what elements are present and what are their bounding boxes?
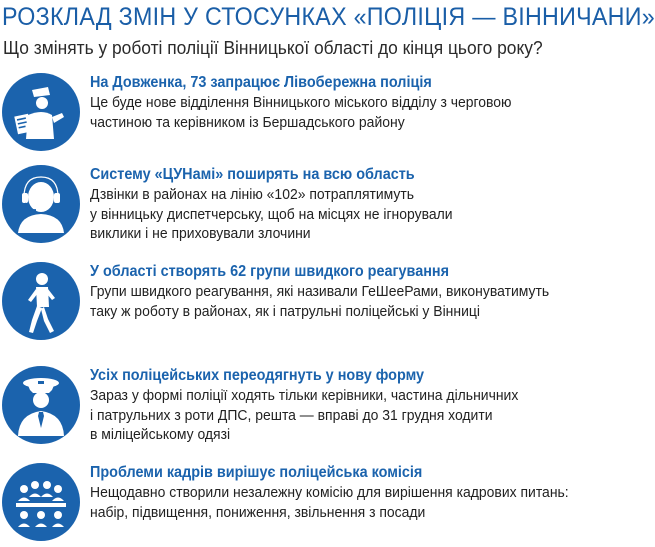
item-text-line: Зараз у формі поліції ходять тільки керівники, частина дільничних xyxy=(90,387,519,404)
list-item xyxy=(0,165,580,245)
commission-group-icon xyxy=(2,463,80,541)
officer-uniform-cap-icon xyxy=(2,366,80,444)
item-text-line: і патрульних з роти ДПС, решта — вправі до 31 грудня ходити xyxy=(90,406,493,424)
page-title: РОЗКЛАД ЗМІН У СТОСУНКАХ «ПОЛІЦІЯ — ВІННИЧАНИ» xyxy=(2,3,655,31)
item-description xyxy=(90,185,453,244)
item-text-line: Дзвінки в районах на лінію «102» потраплятимуть xyxy=(90,186,415,203)
item-text-line: таку ж роботу в районах, як і патрульні поліцейські у Вінниці xyxy=(90,302,480,320)
list-item xyxy=(0,73,580,153)
headset-operator-icon xyxy=(2,165,80,243)
item-text-line: у вінницьку диспетчерську, щоб на місцях не ігнорували xyxy=(90,205,453,223)
item-text-line: Групи швидкого реагування, які називали ГеШееРами, виконуватимуть xyxy=(90,283,550,300)
item-heading: Проблеми кадрів вирішує поліцейська комісія xyxy=(90,464,423,481)
item-text-line: набір, підвищення, пониження, звільнення з посади xyxy=(90,503,426,521)
item-text-line: Нещодавно створили незалежну комісію для вирішення кадрових питань: xyxy=(90,484,569,501)
item-description xyxy=(90,483,569,522)
item-heading: На Довженка, 73 запрацює Лівобережна поліція xyxy=(90,74,432,91)
item-heading: Систему «ЦУНамі» поширять на всю область xyxy=(90,166,415,183)
item-description xyxy=(90,282,549,321)
police-officer-with-document-icon xyxy=(2,73,80,151)
item-description xyxy=(90,386,518,445)
page-subtitle: Що змінять у роботі поліції Вінницької області до кінця цього року? xyxy=(3,37,543,58)
item-text-line: в міліцейському одязі xyxy=(90,426,231,443)
item-text-line: виклики і не приховували злочини xyxy=(90,225,311,242)
list-item xyxy=(0,463,580,543)
item-heading: Усіх поліцейських переодягнуть у нову форму xyxy=(90,367,425,384)
item-text-line: Це буде нове відділення Вінницького міського відділу з черговою xyxy=(90,94,512,111)
list-item xyxy=(0,262,580,342)
item-description xyxy=(90,93,512,132)
item-heading: У області створять 62 групи швидкого реагування xyxy=(90,263,450,280)
item-text-line: частиною та керівником із Бершадського району xyxy=(90,113,405,131)
list-item xyxy=(0,366,580,446)
running-officer-icon xyxy=(2,262,80,340)
